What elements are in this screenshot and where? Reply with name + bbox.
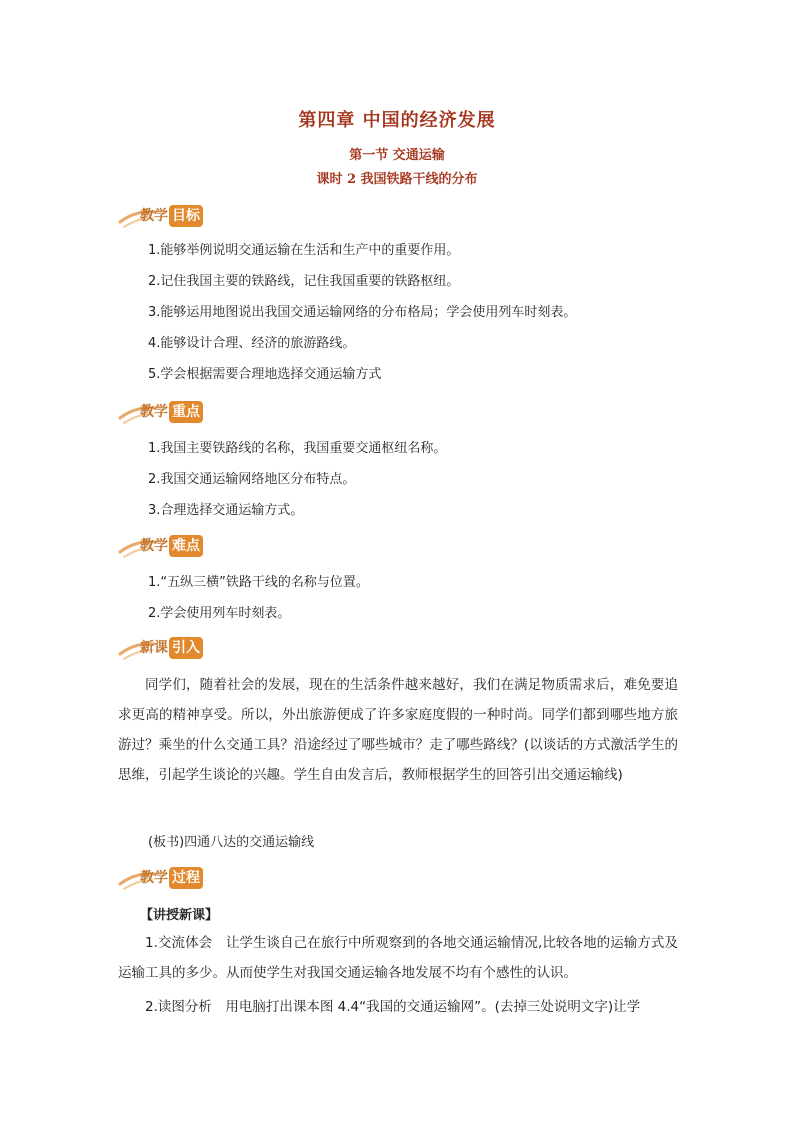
- process-label-highlight: 过程: [169, 867, 203, 889]
- goal-item: 2.记住我国主要的铁路线，记住我国重要的铁路枢纽。: [148, 274, 460, 289]
- process-label-prefix: 教学: [140, 870, 168, 886]
- intro-label-prefix: 新课: [140, 640, 168, 656]
- lesson-title: 课时 2 我国铁路干线的分布: [316, 172, 478, 187]
- key-point-item: 1.我国主要铁路线的名称，我国重要交通枢纽名称。: [148, 441, 447, 456]
- difficulty-item: 1.“五纵三横”铁路干线的名称与位置。: [148, 575, 369, 590]
- intro-paragraph: 同学们，随着社会的发展，现在的生活条件越来越好，我们在满足物质需求后，难免要追求更高的精神享受。所以，外出旅游便成了许多家庭度假的一种时尚。同学们都到哪些地方旅游过？乘坐的什么交通工具？沿途经过了哪些城市？走了哪些路线？(以谈话的方式激活学生的思维，引起学生谈论的兴趣。学生自由发言后，教师根据学生的回答引出交通运输线): [118, 677, 678, 783]
- key-points-label-prefix: 教学: [140, 404, 168, 420]
- goal-item: 4.能够设计合理、经济的旅游路线。: [148, 336, 356, 351]
- goal-item: 3.能够运用地图说出我国交通运输网络的分布格局；学会使用列车时刻表。: [148, 305, 577, 320]
- intro-label-highlight: 引入: [169, 637, 203, 659]
- difficulties-heading: [118, 530, 258, 560]
- goals-heading: [118, 200, 258, 230]
- key-point-item: 3.合理选择交通运输方式。: [148, 503, 304, 518]
- process-paragraph-2: 2.读图分析 用电脑打出课本图 4.4“我国的交通运输网”。(去掉三处说明文字)让学: [145, 999, 641, 1015]
- difficulty-item: 2.学会使用列车时刻表。: [148, 606, 291, 621]
- goal-item: 5.学会根据需要合理地选择交通运输方式: [148, 367, 382, 382]
- difficulties-label-highlight: 难点: [169, 535, 203, 557]
- process-heading: [118, 862, 258, 892]
- goals-label-highlight: 目标: [169, 205, 203, 227]
- process-subheading: 【讲授新课】: [140, 908, 219, 923]
- board-note: (板书)四通八达的交通运输线: [148, 835, 315, 850]
- process-paragraph-1: 1.交流体会 让学生谈自己在旅行中所观察到的各地交通运输情况,比较各地的运输方式及运输工具的多少。从而使学生对我国交通运输各地发展不均有个感性的认识。: [118, 935, 678, 981]
- key-point-item: 2.我国交通运输网络地区分布特点。: [148, 472, 356, 487]
- goal-item: 1.能够举例说明交通运输在生活和生产中的重要作用。: [148, 243, 460, 258]
- key-points-heading: [118, 396, 258, 426]
- key-points-label-highlight: 重点: [169, 401, 203, 423]
- difficulties-label-prefix: 教学: [140, 538, 168, 554]
- goals-label-prefix: 教学: [140, 208, 168, 224]
- intro-heading: [118, 632, 258, 662]
- chapter-title: 第四章 中国的经济发展: [298, 110, 496, 131]
- section-title: 第一节 交通运输: [349, 148, 445, 163]
